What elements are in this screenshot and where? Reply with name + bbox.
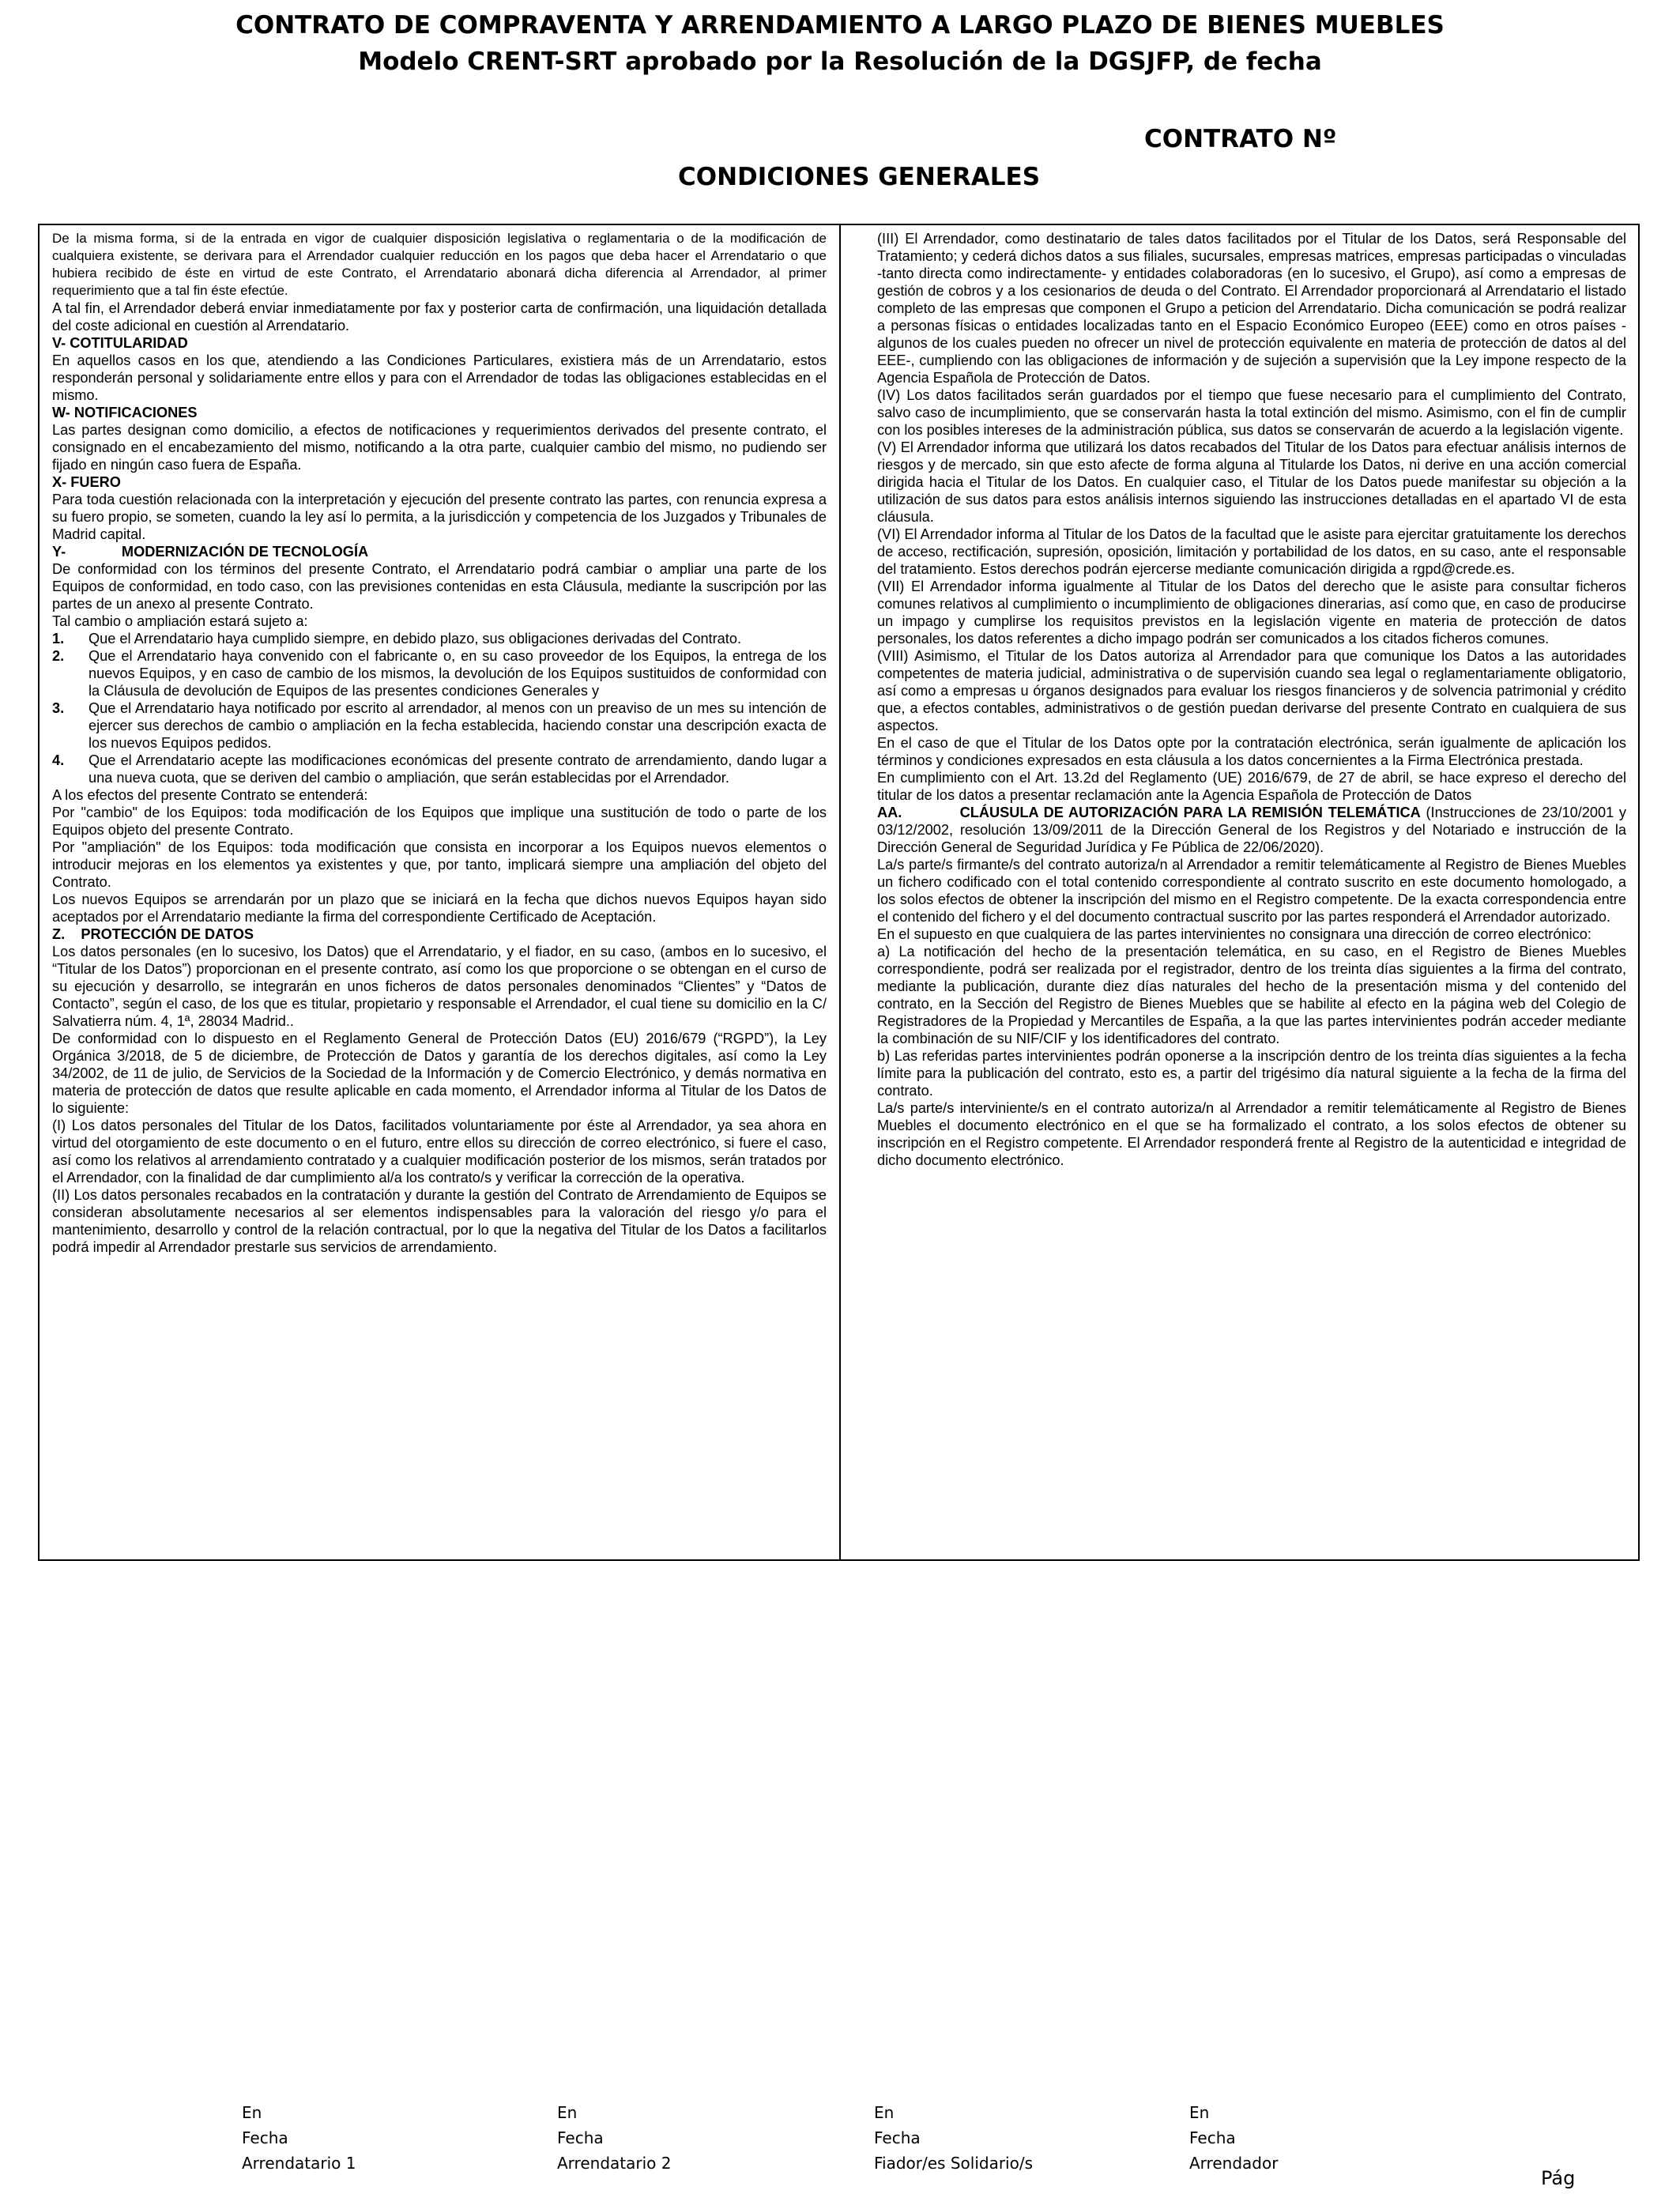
paragraph: (II) Los datos personales recabados en la contratación y durante la gestión del Contrato de Arrendamiento de Equipos se consideran absolutamente necesarios al ser elementos indispensables para la valoración del riesgo y/o para el mantenimiento, desarrollo y control de la relación contractual, por lo que la negativa del Titular de los Datos a facilitarlos podrá impedir al Arrendador prestarle sus servicios de arrendamiento. <box>52 1187 827 1255</box>
paragraph: (I) Los datos personales del Titular de los Datos, facilitados voluntariamente por éste al Arrendador, ya sea ahora en virtud del otorgamiento de este documento o en el futuro, entre ellos su dirección de correo electrónico, si fuere el caso, así como los relativos al arrendamiento contratado y a cualquier modificación posterior de los mismos, serán tratados por el Arrendador, con la finalidad de dar cumplimiento al/a los contrato/s y verificar la corrección de la operativa. <box>52 1118 827 1186</box>
list-item <box>52 630 827 647</box>
paragraph: Las partes designan como domicilio, a efectos de notificaciones y requerimientos derivados del presente contrato, el consignado en el encabezamiento del mismo, notificando a la otra parte, cualquier cambio del mismo, no pudiendo ser fijado en ningún caso fuera de España. <box>52 422 827 473</box>
paragraph: (IV) Los datos facilitados serán guardados por el tiempo que fuese necesario para el cumplimiento del Contrato, salvo caso de incumplimiento, que se conservarán hasta la total extinción del mismo. Asimismo, con el fin de cumplir con los posibles intereses de la administración pública, sus datos se conservarán de acuerdo a la legislación vigente. <box>877 387 1626 438</box>
signature-date: Fecha <box>557 2128 604 2147</box>
paragraph: (V) El Arrendador informa que utilizará los datos recabados del Titular de los Datos para efectuar análisis internos de riesgos y de mercado, sin que esto afecte de forma alguna al Titularde los Datos, ni derive en una acción comercial dirigida hacia el Titular de los Datos. En cualquier caso, el Titular de los Datos puede manifestar su objeción a la utilización de sus datos para estos análisis internos siguiendo las instrucciones detalladas en el apartado VI de esta cláusula. <box>877 439 1626 525</box>
paragraph: Tal cambio o ampliación estará sujeto a: <box>52 613 308 629</box>
paragraph: La/s parte/s interviniente/s en el contrato autoriza/n al Arrendador a remitir telemáticamente al Registro de Bienes Muebles el documento electrónico en el que se ha formalizado el contrato, a los solos efectos de obtener su inscripción en el Registro competente. El Arrendador responderá frente al Registro de la autenticidad e integridad de dicho documento electrónico. <box>877 1100 1626 1168</box>
list-item <box>52 752 827 786</box>
signature-role: Arrendatario 1 <box>242 2154 356 2173</box>
paragraph: Por "ampliación" de los Equipos: toda modificación que consista en incorporar a los Equipos nuevos elementos o introducir mejoras en los elementos ya existentes y que, por tanto, implicará siempre una ampliación del objeto del Contrato. <box>52 839 827 890</box>
signature-place: En <box>242 2103 262 2122</box>
paragraph: De conformidad con los términos del presente Contrato, el Arrendatario podrá cambiar o ampliar una parte de los Equipos de conformidad, en todo caso, con las previsiones contenidas en esta Cláusula, mediante la suscripción por las partes de un anexo al presente Contrato. <box>52 561 827 612</box>
section-heading: CONDICIONES GENERALES <box>678 163 1041 191</box>
signature-role: Arrendatario 2 <box>557 2154 672 2173</box>
list-number: 1. <box>52 631 65 647</box>
document-title: CONTRATO DE COMPRAVENTA Y ARRENDAMIENTO A LARGO PLAZO DE BIENES MUEBLES <box>235 11 1445 40</box>
clause-heading-y: Y- MODERNIZACIÓN DE TECNOLOGÍA <box>52 544 369 560</box>
document-subtitle: Modelo CRENT-SRT aprobado por la Resolución de la DGSJFP, de fecha <box>358 47 1322 76</box>
signature-place: En <box>874 2103 895 2122</box>
paragraph: La/s parte/s firmante/s del contrato autoriza/n al Arrendador a remitir telemáticamente al Registro de Bienes Muebles un fichero codificado con el total contenido correspondiente al contrato suscrito en este documento homologado, a los solos efectos de obtener la inscripción del mismo en el Registro competente. De la exacta correspondencia entre el contenido del fichero y el del documento contractual suscrito por las partes responderá el Arrendador autorizado. <box>877 857 1626 925</box>
paragraph: A tal fin, el Arrendador deberá enviar inmediatamente por fax y posterior carta de confirmación, una liquidación detallada del coste adicional en cuestión al Arrendatario. <box>52 300 827 334</box>
signature-date: Fecha <box>1189 2128 1236 2147</box>
paragraph: En aquellos casos en los que, atendiendo a las Condiciones Particulares, existiera más de un Arrendatario, estos responderán personal y solidariamente entre ellos y para con el Arrendador de todas las obligaciones establecidas en el mismo. <box>52 352 827 403</box>
list-text: Que el Arrendatario haya cumplido siempre, en debido plazo, sus obligaciones derivadas del Contrato. <box>89 631 742 647</box>
signature-place: En <box>557 2103 578 2122</box>
paragraph: a) La notificación del hecho de la presentación telemática, en su caso, en el Registro de Bienes Muebles correspondiente, podrá ser realizada por el registrador, dentro de los treinta días siguientes a la firma del contrato, mediante la publicación, durante diez días naturales del hecho de la presentación misma y del contenido del contrato, en la Sección del Registro de Bienes Muebles que se habilite al efecto en la página web del Colegio de Registradores de la Propiedad y Mercantiles de España, a la que las partes intervinientes podrán acceder mediante la combinación de su NIF/CIF y los identificadores del contrato. <box>877 944 1626 1046</box>
list-number: 3. <box>52 700 65 716</box>
signature-block-arrendatario-2 <box>557 2100 671 2176</box>
paragraph: De la misma forma, si de la entrada en vigor de cualquier disposición legislativa o reglamentaria o de la modificación de cualquiera existente, se derivara para el Arrendador cualquier reducción en los pagos que deba hacer el Arrendatario o que hubiera recibido de éste en virtud de este Contrato, el Arrendatario abonará dicha diferencia al Arrendador, al primer requerimiento que a tal fin éste efectúe. <box>52 231 827 298</box>
paragraph: Los datos personales (en lo sucesivo, los Datos) que el Arrendatario, y el fiador, en su caso, (ambos en lo sucesivo, el “Titular de los Datos”) proporcionan en el presente contrato, así como los que proporcione o se obtengan en el curso de su ejecución y desarrollo, se integrarán en unos ficheros de datos personales denominados “Clientes” y “Datos de Contacto”, según el caso, de los que es titular, propietario y responsable el Arrendador, el cual tiene su domicilio en la C/ Salvatierra núm. 4, 1ª, 28034 Madrid.. <box>52 944 827 1029</box>
list-text: Que el Arrendatario haya notificado por escrito al arrendador, al menos con un preaviso de un mes su intención de ejercer sus derechos de cambio o ampliación en la fecha establecida, haciendo constar una descripción exacta de los nuevos Equipos pedidos. <box>89 700 827 751</box>
paragraph: A los efectos del presente Contrato se entenderá: <box>52 787 368 803</box>
clause-heading-w: W- NOTIFICACIONES <box>52 405 198 420</box>
list-number: 4. <box>52 752 65 768</box>
signature-date: Fecha <box>874 2128 921 2147</box>
clause-aa <box>877 804 1626 856</box>
clause-heading-z: Z. PROTECCIÓN DE DATOS <box>52 926 254 942</box>
signature-role: Fiador/es Solidario/s <box>874 2154 1034 2173</box>
clause-aa-intro: (Instrucciones de 23/10/2001 y 03/12/2002, resolución 13/09/2011 de la Dirección General de los Registros y del Notariado e instrucción de la Dirección General de Seguridad Jurídica y Fe Pública de 22/06/2020). <box>877 805 1626 855</box>
column-divider <box>839 224 841 1561</box>
paragraph: De conformidad con lo dispuesto en el Reglamento General de Protección Datos (EU) 2016/679 (“RGPD”), la Ley Orgánica 3/2018, de 5 de diciembre, de Protección de Datos y garantía de los derechos digitales, así como la Ley 34/2002, de 11 de julio, de Servicios de la Sociedad de la Información y de Comercio Electrónico, y demás normativa en materia de protección de datos que resulte aplicable en cada momento, el Arrendador informa al Titular de los Datos de lo siguiente: <box>52 1031 827 1116</box>
list-number: 2. <box>52 648 65 664</box>
clause-heading-x: X- FUERO <box>52 474 121 490</box>
paragraph: (III) El Arrendador, como destinatario de tales datos facilitados por el Titular de los Datos, será Responsable del Tratamiento; y cederá dichos datos a sus filiales, sucursales, empresas matrices, empresas participadas o vinculadas -tanto directa como indirectamente- y entidades colaboradoras (en lo sucesivo, el Grupo), así como a empresas de gestión de cobros y a los cesionarios de deuda o del Contrato. El Arrendador proporcionará al Arrendatario el listado completo de las empresas que componen el Grupo a peticion del Arrendatario. Dicha comunicación se podrá realizar a personas físicas o entidades localizadas tanto en el Espacio Económico Europeo (EEE) como en otros países -algunos de los cuales pueden no ofrecer un nivel de protección equivalente en materia de protección de datos al del EEE-, cumpliendo con las obligaciones de información y de sujeción a supervisión que la Ley impone respecto de la Agencia Española de Protección de Datos. <box>877 231 1626 386</box>
paragraph: Por "cambio" de los Equipos: toda modificación de los Equipos que implique una sustitución de todo o parte de los Equipos objeto del presente Contrato. <box>52 805 827 838</box>
list-text: Que el Arrendatario acepte las modificaciones económicas del presente contrato de arrendamiento, dando lugar a una nueva cuota, que se deriven del cambio o ampliación, que serán establecidas por el Arrendador. <box>89 752 827 786</box>
signature-block-arrendador <box>1189 2100 1278 2176</box>
paragraph: En el caso de que el Titular de los Datos opte por la contratación electrónica, serán igualmente de aplicación los términos y condiciones expresados en esta cláusula a los datos concernientes a la Firma Electrónica prestada. <box>877 735 1626 768</box>
signature-role: Arrendador <box>1189 2154 1279 2173</box>
list-item <box>52 699 827 752</box>
contract-number-label: CONTRATO Nº <box>1144 125 1337 153</box>
signature-block-arrendatario-1 <box>242 2100 356 2176</box>
paragraph: Para toda cuestión relacionada con la interpretación y ejecución del presente contrato las partes, con renuncia expresa a su fuero propio, se someten, cuando la ley así lo permita, a la jurisdicción y competencia de los Juzgados y Tribunales de Madrid capital. <box>52 492 827 542</box>
list-text: Que el Arrendatario haya convenido con el fabricante o, en su caso proveedor de los Equipos, la entrega de los nuevos Equipos, y en caso de cambio de los mismos, la devolución de los Equipos sustituidos de conformidad con la Cláusula de devolución de Equipos de las presentes condiciones Generales y <box>89 648 827 699</box>
right-column <box>877 230 1626 1558</box>
paragraph: (VI) El Arrendador informa al Titular de los Datos de la facultad que le asiste para ejercitar gratuitamente los derechos de acceso, rectificación, supresión, oposición, limitación y portabilidad de los datos, en su caso, ante el responsable del tratamiento. Estos derechos podrán ejercerse mediante comunicación dirigida a rgpd@crede.es. <box>877 526 1626 577</box>
signature-place: En <box>1189 2103 1210 2122</box>
page-label: Pág <box>1541 2167 1576 2189</box>
signature-date: Fecha <box>242 2128 288 2147</box>
paragraph: En cumplimiento con el Art. 13.2d del Reglamento (UE) 2016/679, de 27 de abril, se hace expreso el derecho del titular de los datos a presentar reclamación ante la Agencia Española de Protección de Datos <box>877 770 1626 803</box>
paragraph: Los nuevos Equipos se arrendarán por un plazo que se iniciará en la fecha que dichos nuevos Equipos hayan sido aceptados por el Arrendatario mediante la firma del correspondiente Certificado de Aceptación. <box>52 892 827 925</box>
paragraph: En el supuesto en que cualquiera de las partes intervinientes no consignara una dirección de correo electrónico: <box>877 926 1591 942</box>
list-item <box>52 647 827 699</box>
signature-block-fiador <box>874 2100 1033 2176</box>
clause-heading-aa: AA. CLÁUSULA DE AUTORIZACIÓN PARA LA REMISIÓN TELEMÁTICA <box>877 805 1421 820</box>
paragraph: (VIII) Asimismo, el Titular de los Datos autoriza al Arrendador para que comunique los Datos a las autoridades competentes de materia judicial, administrativa o de supervisión cuando sea legal o reglamentariamente obligatorio, así como a empresas u órganos designados para evaluar los riesgos financieros y de solvencia patrimonial y crédito que, a efectos contables, administrativos o de gestión puedan derivarse del presente Contrato en cualquiera de sus aspectos. <box>877 648 1626 733</box>
paragraph: (VII) El Arrendador informa igualmente al Titular de los Datos del derecho que le asiste para consultar ficheros comunes relativos al cumplimiento o incumplimiento de obligaciones dinerarias, así como que, en caso de producirse un impago y cumplirse los requisitos previstos en la legislación vigente en materia de protección de datos personales, los datos referentes a dicho impago podrán ser comunicados a los citados ficheros comunes. <box>877 579 1626 647</box>
left-column <box>52 230 827 1558</box>
clause-heading-v: V- COTITULARIDAD <box>52 335 188 351</box>
paragraph: b) Las referidas partes intervinientes podrán oponerse a la inscripción dentro de los treinta días siguientes a la fecha límite para la publicación del contrato, esto es, a partir del trigésimo día natural siguiente a la fecha de la firma del contrato. <box>877 1048 1626 1099</box>
